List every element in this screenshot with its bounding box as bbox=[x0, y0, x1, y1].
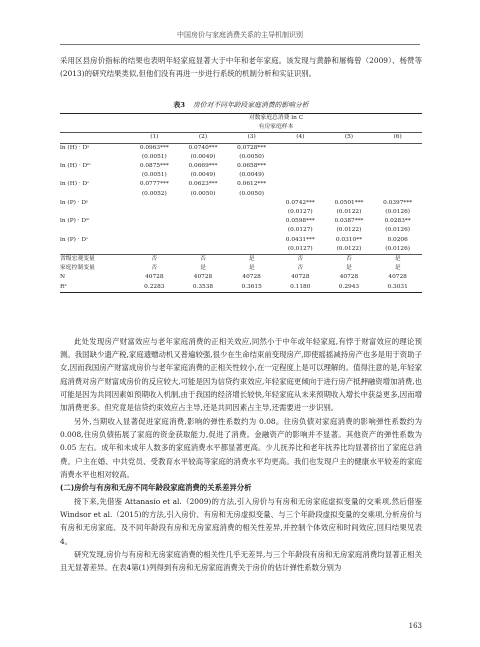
table-cell bbox=[179, 245, 228, 255]
row-label: ln (P) · Dᵐ bbox=[60, 218, 90, 225]
table-cell: 0.0612*** bbox=[237, 181, 267, 188]
table-cell: 40728 bbox=[339, 274, 359, 281]
table-cell: 0.0283** bbox=[384, 218, 411, 225]
table-cell: (0.0122) bbox=[336, 227, 362, 234]
table-cell bbox=[179, 236, 228, 245]
table-cell: 40728 bbox=[291, 274, 310, 281]
table-cell bbox=[276, 153, 325, 162]
table-cell: (0.0052) bbox=[141, 190, 167, 197]
table-cell bbox=[373, 143, 422, 153]
table-cell bbox=[373, 153, 422, 162]
table-cell: 0.0777*** bbox=[139, 181, 169, 188]
table-cell bbox=[276, 190, 325, 199]
table-row bbox=[60, 226, 422, 235]
table-cell: 0.0598*** bbox=[285, 218, 315, 225]
table-cell bbox=[325, 153, 374, 162]
table-cell: 0.0742*** bbox=[285, 199, 315, 206]
row-label: ln (H) · Dᵒ bbox=[60, 181, 90, 188]
table-cell bbox=[227, 217, 276, 226]
row-label bbox=[60, 245, 130, 255]
table-row bbox=[60, 180, 422, 189]
sample-header: 有房家庭样本 bbox=[258, 124, 294, 131]
table-row bbox=[60, 208, 422, 217]
dependent-variable-header: 对数家庭总消费 ln C bbox=[130, 114, 422, 124]
row-label: ln (P) · Dʸ bbox=[60, 199, 89, 206]
column-header: (1) bbox=[130, 133, 179, 143]
table-cell: 否 bbox=[297, 265, 304, 272]
table-cell: (0.0051) bbox=[141, 172, 167, 179]
table-cell bbox=[276, 171, 325, 180]
table-row bbox=[60, 153, 422, 162]
table-cell bbox=[179, 226, 228, 235]
table-cell: 0.2283 bbox=[130, 283, 179, 293]
table-cell bbox=[325, 162, 374, 171]
table-row bbox=[60, 171, 422, 180]
table-cell bbox=[276, 180, 325, 189]
table-row bbox=[60, 264, 422, 273]
table-cell bbox=[227, 208, 276, 217]
table-cell bbox=[325, 190, 374, 199]
row-label bbox=[60, 226, 130, 235]
section-subheading: (二)房价与有房和无房不同年龄段家庭消费的关系差异分析 bbox=[60, 483, 252, 492]
table-row bbox=[60, 255, 422, 265]
table-cell: 是 bbox=[394, 265, 401, 272]
table-row bbox=[60, 245, 422, 255]
table-cell: 40728 bbox=[145, 274, 164, 281]
table-cell bbox=[179, 199, 228, 208]
table-cell: 否 bbox=[179, 255, 228, 265]
table-cell bbox=[60, 123, 130, 133]
paragraph-intro: 采用区县房价指标的结果也表明年轻家庭显著大于中年和老年家庭。该发现与黄静和屠梅曾（2009）、杨赞等(2013)的研究结果类似,但他们没有再进一步进行系统的机制分析和实证识别。 bbox=[60, 56, 422, 79]
paragraph-discussion: 此处发现房产财富效应与老年家庭消费的正相关效应,同然小于中年或年轻家庭,有悖于财富效应的理论预测。我国缺少遗产税,家庭遗赠动机又普遍较强,很少在生命结束前变现房产,即使摇摇减持房产也多是用于资助子女,因而我国房产财富成房价与老年家庭消费的正相关性较小,在一定程度上是可以理解的。值得注意的是,年轻家庭消费对房产财富成房价的反应较大,可能是因为信贷约束效应,年轻家庭更倾向于进行房产抵押融资增加消费,也可能是因为共同因素如预期收入机制,由于我国的经济增长较快,年轻家庭从未来预期收入增长中获益更多,因而增加消费更多。但究竟是信贷约束效应占主导,还是共同因素占主导,还需要进一步识别。 bbox=[60, 337, 422, 413]
table-cell: 0.3538 bbox=[179, 283, 228, 293]
table-cell bbox=[373, 162, 422, 171]
table-cell: (0.0049) bbox=[239, 172, 265, 179]
row-label bbox=[60, 171, 130, 180]
row-label bbox=[60, 153, 130, 162]
table-cell: 0.0623*** bbox=[188, 181, 218, 188]
row-label: ln (P) · Dᵒ bbox=[60, 236, 89, 243]
table-cell: (0.0051) bbox=[141, 153, 167, 160]
table-cell bbox=[373, 180, 422, 189]
table-cell bbox=[60, 133, 130, 143]
column-header: (2) bbox=[179, 133, 228, 143]
paragraph-controls: 另外,当期收入显著促进家庭消费,影响的弹性系数约为 0.08。住房负债对家庭消费的影响弹性系数约为 0.008,住房负债拓展了家庭的资金获取能力,促进了消费。金融资产的影响并不显著。其他资产的弹性系数为 0.05 左右。成年和未成年人数多的家庭消费水平都显著更高。少儿抚养比和老年抚养比均显著挤出了家庭总消费。户主在婚、中共党员、受教育水平较高等家庭的消费水平均更高。我们也发现户主的健康水平较差的家庭消费水平也相对较高。 bbox=[60, 417, 422, 479]
table-cell bbox=[130, 217, 179, 226]
table-row bbox=[60, 190, 422, 199]
table-cell bbox=[325, 143, 374, 153]
table-cell: (0.0049) bbox=[190, 172, 216, 179]
column-header: (4) bbox=[276, 133, 325, 143]
table-cell bbox=[276, 143, 325, 153]
table-caption-title: 房价对不同年龄段家庭消费的影响分析 bbox=[192, 101, 309, 109]
table-cell: 0.0397*** bbox=[383, 199, 413, 206]
table-cell: (0.0050) bbox=[239, 153, 265, 160]
table-cell: 0.0875*** bbox=[139, 163, 169, 170]
table-cell: 否 bbox=[276, 255, 325, 265]
table-cell: 0.0431*** bbox=[285, 236, 315, 243]
table-cell: 否 bbox=[325, 255, 374, 265]
table-cell bbox=[325, 171, 374, 180]
table-cell: (0.0126) bbox=[385, 227, 411, 234]
table-cell bbox=[227, 236, 276, 245]
row-label: 省级宏观变量 bbox=[60, 255, 130, 265]
row-label: N bbox=[60, 274, 66, 281]
table-row bbox=[60, 217, 422, 226]
table-row bbox=[60, 143, 422, 153]
table-cell bbox=[227, 199, 276, 208]
table-row bbox=[60, 273, 422, 282]
table-row bbox=[60, 162, 422, 171]
table-cell: 0.0728*** bbox=[237, 144, 267, 151]
table-cell: 是 bbox=[373, 255, 422, 265]
table-cell: 0.0963*** bbox=[139, 144, 169, 151]
table-cell: (0.0049) bbox=[190, 153, 216, 160]
table-cell: 0.0669*** bbox=[188, 163, 218, 170]
table-cell: 是 bbox=[200, 265, 206, 272]
table-cell: 0.3031 bbox=[373, 283, 422, 293]
table-cell bbox=[373, 171, 422, 180]
table-cell bbox=[227, 226, 276, 235]
table-cell: 40728 bbox=[388, 274, 407, 281]
table-cell: (0.0122) bbox=[336, 209, 362, 216]
table-cell: 否 bbox=[130, 255, 179, 265]
table-cell: 是 bbox=[227, 255, 276, 265]
table-header-row bbox=[60, 114, 422, 124]
row-label: ln (H) · Dᵐ bbox=[60, 163, 91, 170]
running-header: 中国房价与家庭消费关系的主导机制识别 bbox=[60, 28, 420, 45]
table-cell: (0.0126) bbox=[385, 245, 411, 252]
row-label bbox=[60, 190, 130, 199]
regression-table bbox=[60, 113, 422, 293]
table-row bbox=[60, 283, 422, 293]
table-cell: (0.0122) bbox=[336, 245, 362, 252]
row-label: 家庭控制变量 bbox=[60, 265, 95, 272]
table-cell: 40728 bbox=[242, 274, 261, 281]
table-cell: 0.0501*** bbox=[334, 199, 364, 206]
table-cell bbox=[227, 245, 276, 255]
table-header-row bbox=[60, 123, 422, 133]
table-cell: (0.0127) bbox=[287, 245, 313, 252]
table-cell: 是 bbox=[346, 265, 352, 272]
paragraph-findings: 研究发现,房价与有房和无房家庭消费的相关性几乎无差异,与三个年龄段有房和无房家庭消费均显著正相关且无显著差异。在表4第(1)列得到有房和无房家庭消费关于房价的估计弹性系数分别为 bbox=[60, 550, 422, 573]
table-cell: (0.0126) bbox=[385, 209, 411, 216]
table-cell bbox=[276, 162, 325, 171]
column-header: (5) bbox=[325, 133, 374, 143]
table-cell: (0.0127) bbox=[287, 227, 313, 234]
page-number: 163 bbox=[408, 622, 422, 630]
table-caption-number: 表3 bbox=[173, 101, 185, 109]
table-cell bbox=[325, 180, 374, 189]
table-cell bbox=[130, 245, 179, 255]
table-cell: 40728 bbox=[193, 274, 213, 281]
table-row bbox=[60, 236, 422, 245]
table-cell: 0.3615 bbox=[227, 283, 276, 293]
row-label bbox=[60, 208, 130, 217]
table-cell bbox=[130, 208, 179, 217]
row-label: R² bbox=[60, 283, 130, 293]
row-label: ln (H) · Dʸ bbox=[60, 144, 90, 151]
table-cell bbox=[179, 208, 228, 217]
table-cell: (0.0127) bbox=[287, 209, 313, 216]
table-cell: 0.2943 bbox=[325, 283, 374, 293]
table-cell: (0.0050) bbox=[239, 190, 265, 197]
table-cell bbox=[60, 114, 130, 124]
column-header: (3) bbox=[227, 133, 276, 143]
table-cell: 0.0310** bbox=[335, 236, 362, 243]
table-cell bbox=[130, 226, 179, 235]
column-header: (6) bbox=[373, 133, 422, 143]
table-caption bbox=[60, 100, 422, 110]
table-cell: 0.0740*** bbox=[188, 144, 218, 151]
table-cell: 是 bbox=[248, 265, 255, 272]
table-cell bbox=[373, 190, 422, 199]
table-cell bbox=[179, 217, 228, 226]
table-cell: (0.0050) bbox=[190, 190, 216, 197]
table-cell: 0.0387*** bbox=[334, 218, 364, 225]
table-cell: 否 bbox=[151, 265, 158, 272]
table-cell: 0.1180 bbox=[276, 283, 325, 293]
paragraph-method: 接下来,先借鉴 Attanasio et al.（2009)的方法,引入房价与有房和无房家庭虚拟变量的交乘项,然后借鉴 Windsor et al.（2015)的方法,引入房价、有房和无房虚拟变量、与三个年龄段虚拟变量的交乘项,分析房价与有房和无房家庭、及不同年龄段有房和无房家庭消费的相关性差异,并控制个体效应和时间效应,回归结果见表4。 bbox=[60, 497, 422, 546]
table-column-header-row bbox=[60, 133, 422, 143]
table-row bbox=[60, 199, 422, 208]
table-cell: 0.0206 bbox=[387, 236, 408, 243]
table-cell: 0.0658*** bbox=[237, 163, 267, 170]
table-cell bbox=[130, 236, 179, 245]
table-cell bbox=[130, 199, 179, 208]
